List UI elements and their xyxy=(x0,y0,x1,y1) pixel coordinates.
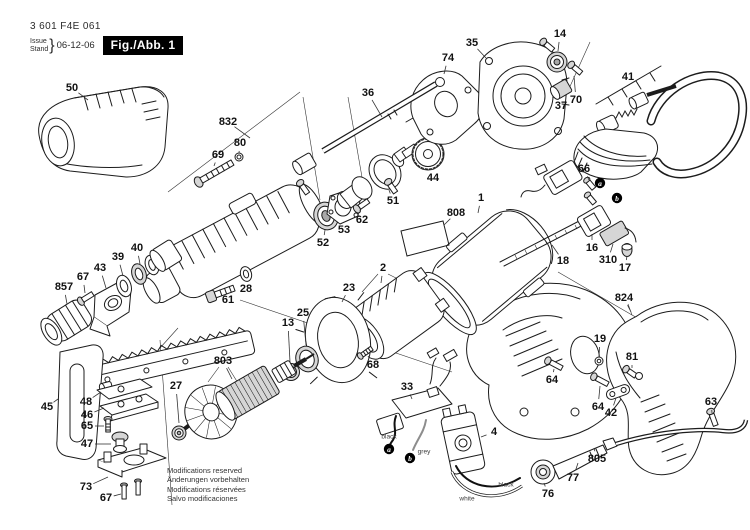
part-label-39: 39 xyxy=(111,251,125,263)
title-block xyxy=(30,21,183,55)
part-label-80: 80 xyxy=(233,137,247,149)
part-label-18: 18 xyxy=(556,255,570,267)
leader-line xyxy=(574,76,575,92)
wire-color-label: grey xyxy=(417,448,431,456)
leader-line xyxy=(628,305,631,312)
part-number: 3 601 F4E 061 xyxy=(30,21,101,32)
leader-line xyxy=(481,435,487,437)
leader-line xyxy=(114,494,121,496)
knob-47 xyxy=(112,432,128,453)
part-label-832: 832 xyxy=(218,116,238,128)
part-label-37: 37 xyxy=(554,100,568,112)
part-label-65: 65 xyxy=(80,420,94,432)
figure-label: Fig./Abb. 1 xyxy=(103,36,184,55)
part-label-28: 28 xyxy=(239,283,253,295)
brace-glyph: } xyxy=(49,36,55,54)
leader-line xyxy=(381,276,382,283)
note-line: Salvo modificaciones xyxy=(167,493,238,503)
leader-line xyxy=(177,394,179,423)
part-label-70: 70 xyxy=(569,94,583,106)
part-label-46: 46 xyxy=(80,409,94,421)
part-label-45: 45 xyxy=(40,401,54,413)
switch-4 xyxy=(439,403,486,475)
part-label-14: 14 xyxy=(553,28,567,40)
screw-67 xyxy=(76,290,95,307)
leader-line xyxy=(227,368,232,379)
part-label-73: 73 xyxy=(79,481,93,493)
part-label-35: 35 xyxy=(465,37,479,49)
wire-color-label: black xyxy=(381,433,397,441)
wire-marker-letter: b xyxy=(408,454,412,463)
part-label-76: 76 xyxy=(541,488,555,500)
wire-marker-letter: b xyxy=(615,194,619,203)
screws-67 xyxy=(121,479,142,499)
note-line: Modifications reserved xyxy=(167,466,243,475)
part-label-68: 68 xyxy=(366,359,380,371)
leader-line xyxy=(53,399,58,402)
wire-marker-letter: a xyxy=(387,445,391,454)
part-label-50: 50 xyxy=(65,82,79,94)
screw-65 xyxy=(104,417,112,433)
part-label-41: 41 xyxy=(621,71,635,83)
part-label-25: 25 xyxy=(296,307,310,319)
wire-marker-letter: a xyxy=(598,179,602,188)
leader-line xyxy=(444,219,450,225)
leader-line xyxy=(214,163,215,166)
part-label-808: 808 xyxy=(446,207,466,219)
leader-line xyxy=(372,100,382,117)
leader-line xyxy=(288,331,290,362)
part-label-66: 66 xyxy=(577,163,591,175)
part-label-27: 27 xyxy=(169,380,183,392)
modification-notes xyxy=(167,466,249,503)
part-label-13: 13 xyxy=(281,317,295,329)
leader-line xyxy=(610,244,613,252)
part-label-48: 48 xyxy=(79,396,93,408)
part-label-64: 64 xyxy=(545,374,559,386)
part-label-1: 1 xyxy=(477,192,485,204)
motor-cap-50 xyxy=(38,87,168,177)
part-label-43: 43 xyxy=(93,262,107,274)
leader-line xyxy=(102,276,106,288)
part-label-2: 2 xyxy=(379,262,387,274)
leader-line xyxy=(93,477,108,484)
part-label-42: 42 xyxy=(604,407,618,419)
part-label-61: 61 xyxy=(221,294,235,306)
part-label-857: 857 xyxy=(54,281,74,293)
leader-line xyxy=(65,295,67,304)
sticker-808 xyxy=(401,221,449,256)
part-label-64: 64 xyxy=(591,401,605,413)
leader-line xyxy=(553,369,554,372)
part-label-17: 17 xyxy=(618,262,632,274)
part-label-44: 44 xyxy=(426,172,440,184)
leader-line xyxy=(477,49,486,58)
leader-line xyxy=(558,42,559,51)
crank-51 xyxy=(334,144,418,211)
part-label-47: 47 xyxy=(80,438,94,450)
leader-line xyxy=(324,230,325,235)
part-label-803: 803 xyxy=(213,355,233,367)
note-line: Änderungen vorbehalten xyxy=(167,475,250,485)
part-label-67: 67 xyxy=(76,271,90,283)
part-label-77: 77 xyxy=(566,472,580,484)
crank-group xyxy=(310,138,444,233)
part-label-33: 33 xyxy=(400,381,414,393)
part-label-19: 19 xyxy=(593,333,607,345)
part-label-40: 40 xyxy=(130,242,144,254)
part-label-67: 67 xyxy=(99,492,113,504)
leader-line xyxy=(599,347,600,357)
part-label-310: 310 xyxy=(598,254,618,266)
leader-line xyxy=(478,206,479,213)
part-label-824: 824 xyxy=(614,292,634,304)
part-label-63: 63 xyxy=(704,396,718,408)
part-label-16: 16 xyxy=(585,242,599,254)
leader-line xyxy=(84,285,85,293)
part-label-52: 52 xyxy=(316,237,330,249)
part-label-69: 69 xyxy=(211,149,225,161)
issue-date: 06-12-06 xyxy=(56,40,95,51)
wire-color-label: white xyxy=(459,495,475,503)
part-label-23: 23 xyxy=(342,282,356,294)
note-line: Modifications réservées xyxy=(167,484,246,494)
leader-line xyxy=(138,256,140,264)
part-label-805: 805 xyxy=(587,453,607,465)
wire-color-label: black xyxy=(498,481,514,489)
part-label-62: 62 xyxy=(355,214,369,226)
part-label-36: 36 xyxy=(361,87,375,99)
part-label-51: 51 xyxy=(386,195,400,207)
part-label-81: 81 xyxy=(625,351,639,363)
issue-stand-labels: Issue Stand xyxy=(30,38,49,53)
part-label-53: 53 xyxy=(337,224,351,236)
part-label-4: 4 xyxy=(490,426,498,438)
leader-line xyxy=(120,265,123,276)
part-label-74: 74 xyxy=(441,52,455,64)
leader-line xyxy=(389,190,390,193)
